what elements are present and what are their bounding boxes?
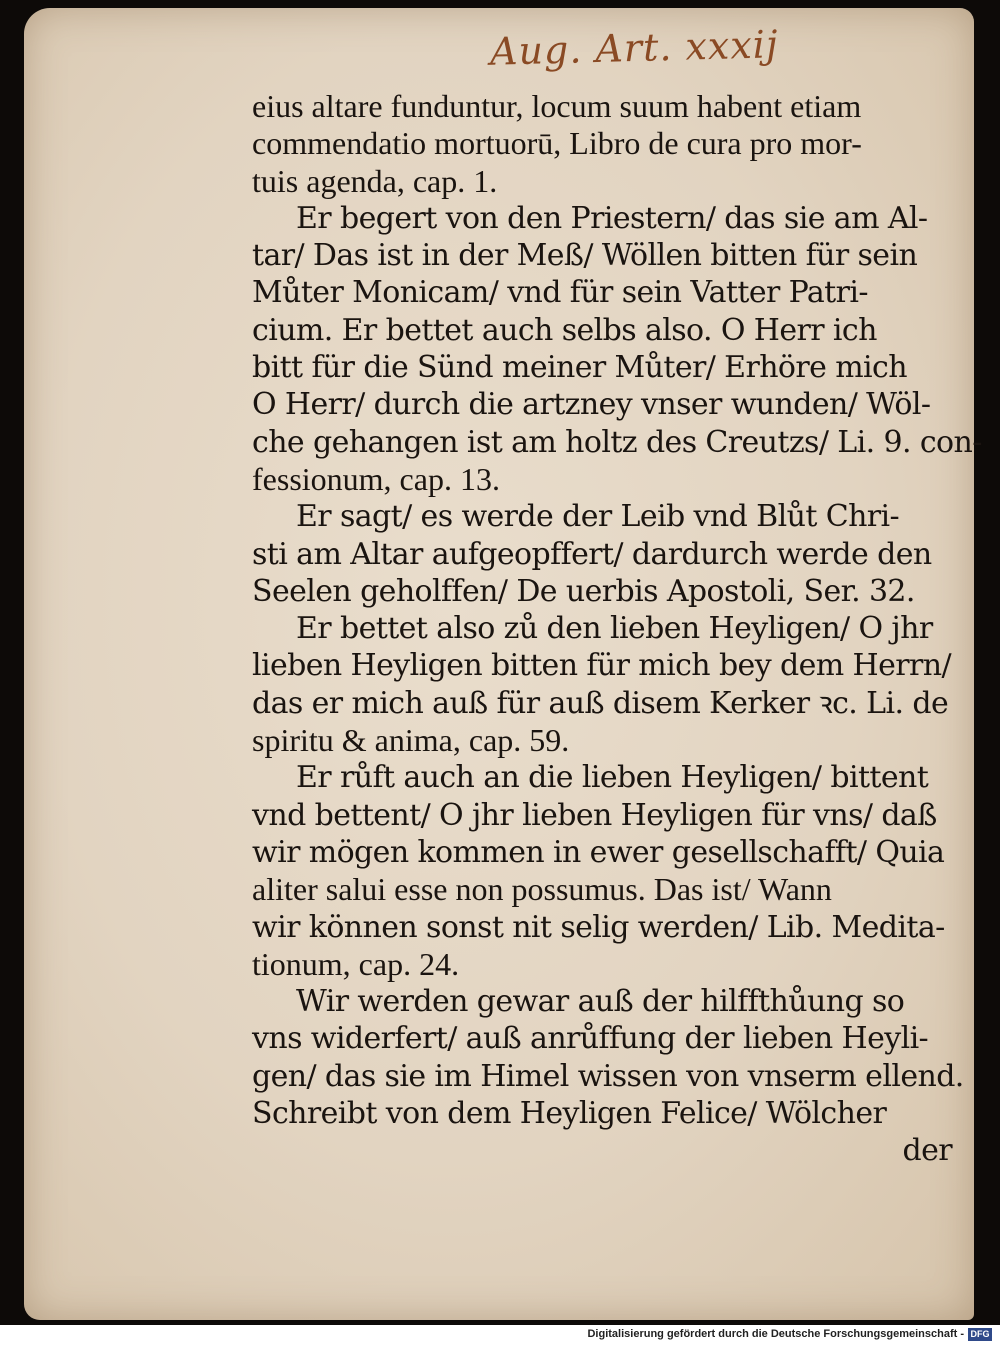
text-line: vnd bettent/ O jhr lieben Heyligen für vns/ daß (252, 797, 937, 833)
text-line: O Herr/ durch die artzney vnser wunden/ Wöl- (252, 387, 931, 423)
catchword: der (902, 1133, 952, 1169)
handwritten-page-marker: Aug. Art. xxxij (489, 22, 780, 74)
text-line: das er mich auß für auß disem Kerker ꝛc. Li. de (252, 685, 949, 721)
text-line: vns widerfert/ auß anrůffung der lieben Heyli- (252, 1021, 929, 1057)
text-line: tionum, cap. 24. (252, 945, 460, 982)
footer-bar (0, 1325, 1000, 1345)
text-line: wir mögen kommen in ewer gesellschafft/ Quia (252, 834, 945, 870)
text-line: lieben Heyligen bitten für mich bey dem Herrn/ (252, 648, 951, 684)
text-line: sti am Altar aufgeopffert/ dardurch werde den (252, 536, 932, 572)
text-line: che gehangen ist am holtz des Creutzs/ Li. 9. con- (252, 424, 982, 460)
text-line: bitt für die Sünd meiner Můter/ Erhöre mich (252, 350, 907, 386)
dfg-logo: DFG (968, 1328, 992, 1341)
text-line: wir können sonst nit selig werden/ Lib. Medita- (252, 909, 945, 945)
text-line: cium. Er bettet auch selbs also. O Herr ich (252, 312, 877, 348)
text-line: gen/ das sie im Himel wissen von vnserm ellend. (252, 1058, 964, 1094)
text-line: tar/ Das ist in der Meß/ Wöllen bitten für sein (252, 238, 918, 274)
text-line: Er bettet also zů den lieben Heyligen/ O jhr (296, 611, 933, 647)
funding-credit: Digitalisierung gefördert durch die Deutsche Forschungsgemeinschaft - (587, 1328, 964, 1340)
text-line: Schreibt von dem Heyligen Felice/ Wölcher (252, 1096, 887, 1132)
text-line: Můter Monicam/ vnd für sein Vatter Patri- (252, 275, 868, 311)
text-line: commendatio mortuorū, Libro de cura pro mor- (252, 125, 862, 162)
page-text-block (252, 88, 982, 1170)
text-line: Er růft auch an die lieben Heyligen/ bittent (296, 760, 929, 796)
text-line: tuis agenda, cap. 1. (252, 162, 498, 199)
text-line: fessionum, cap. 13. (252, 460, 500, 497)
text-line: Er sagt/ es werde der Leib vnd Blůt Chri- (296, 499, 900, 535)
text-line: Er begert von den Priestern/ das sie am Al- (296, 200, 928, 236)
text-line: spiritu & anima, cap. 59. (252, 722, 570, 759)
text-line: Wir werden gewar auß der hilffthůung so (296, 984, 905, 1020)
text-line: aliter salui esse non possumus. Das ist/ Wann (252, 871, 832, 908)
text-line: Seelen geholffen/ De uerbis Apostoli, Ser. 32. (252, 573, 915, 609)
text-line: eius altare funduntur, locum suum habent etiam (252, 88, 862, 124)
